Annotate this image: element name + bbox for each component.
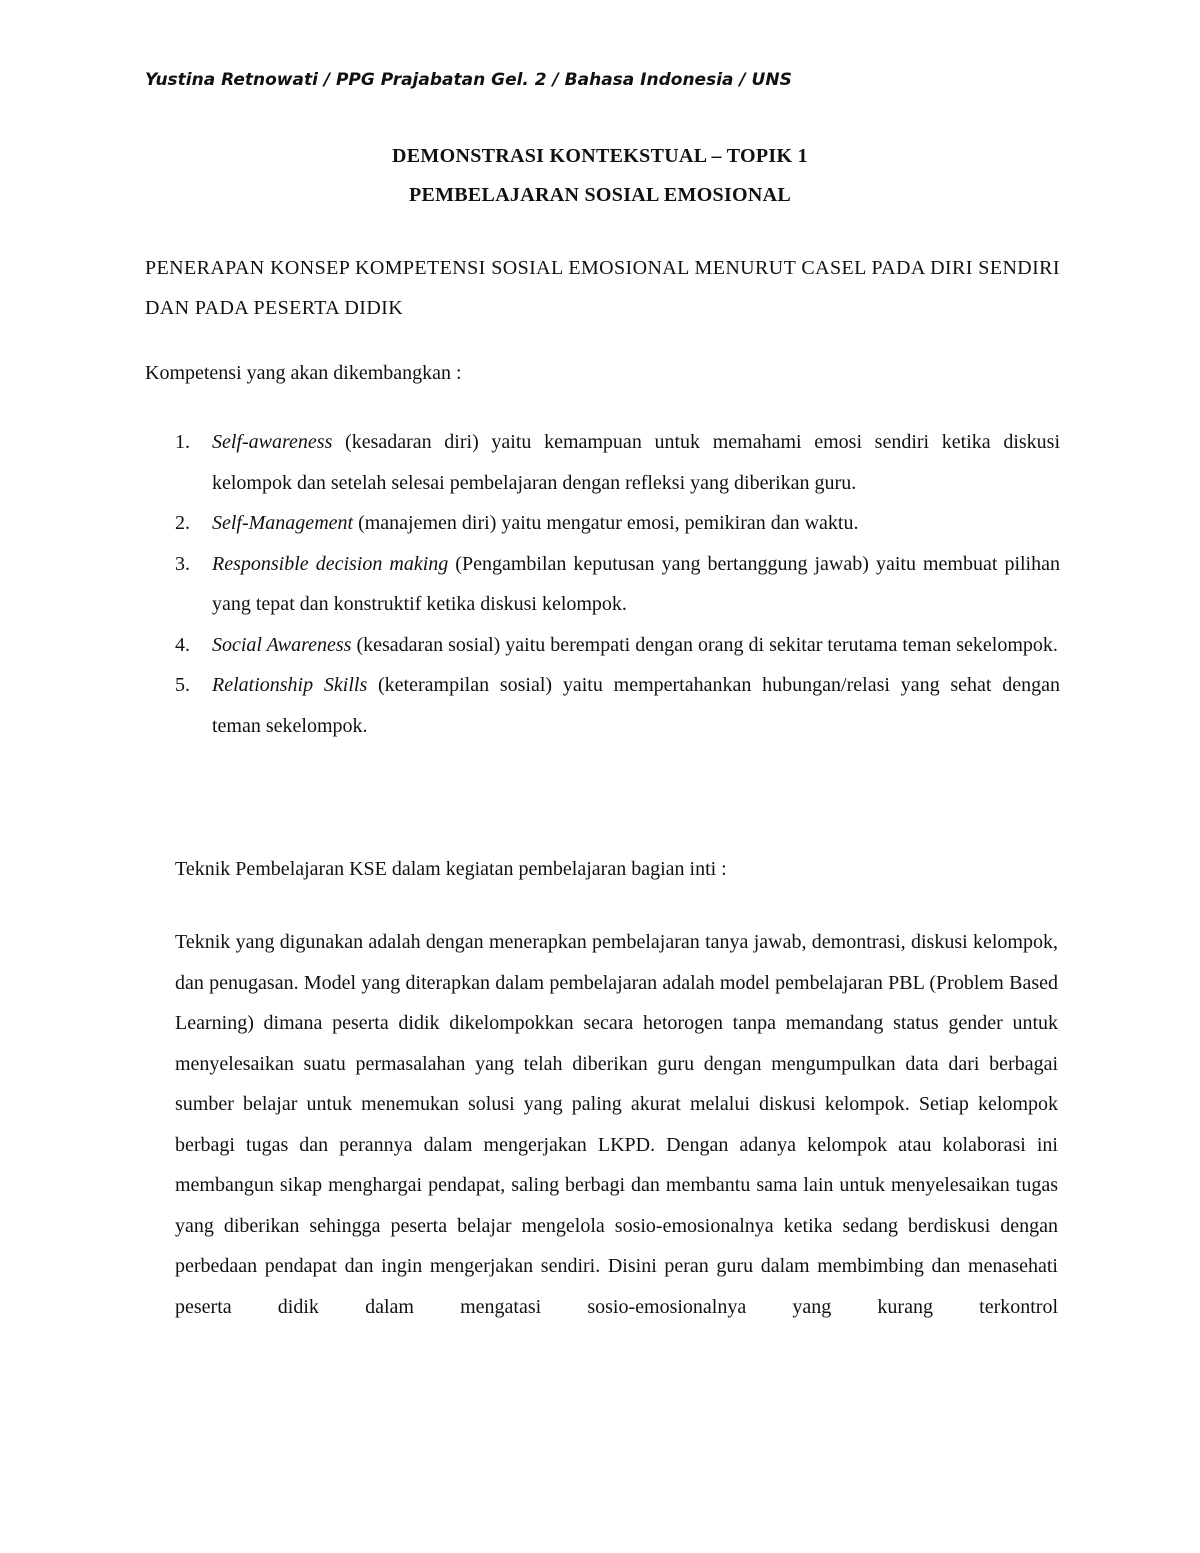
list-item — [145, 665, 1060, 746]
document-title: DEMONSTRASI KONTEKSTUAL – TOPIK 1 — [392, 145, 808, 167]
list-number: 1. — [175, 431, 190, 453]
list-number: 2. — [175, 512, 190, 534]
competency-term: Self-awareness — [212, 431, 333, 453]
competency-term: Responsible decision making — [212, 552, 449, 575]
competency-description: (manajemen diri) yaitu mengatur emosi, pemikiran dan waktu. — [353, 512, 859, 534]
competency-description: (Pengambilan keputusan yang bertanggung jawab) yaitu membuat pilihan yang tepat dan konstruktif ketika diskusi kelompok. — [212, 552, 1060, 615]
list-number: 4. — [175, 633, 190, 656]
competency-description: (keterampilan sosial) yaitu mempertahankan hubungan/relasi yang sehat dengan teman sekelompok. — [212, 674, 1060, 737]
competency-description: (kesadaran diri) yaitu kemampuan untuk memahami emosi sendiri ketika diskusi kelompok dan setelah selesai pembelajaran dengan refleksi yang diberikan guru. — [212, 431, 1060, 494]
competency-intro: Kompetensi yang akan dikembangkan : — [145, 362, 462, 384]
competency-description: (kesadaran sosial) yaitu berempati dengan orang di sekitar terutama teman sekelompok. — [351, 633, 1058, 656]
list-number: 5. — [175, 674, 190, 696]
competency-term: Self-Management — [212, 512, 354, 534]
list-item — [145, 503, 1060, 544]
list-number: 3. — [175, 552, 190, 575]
competency-term: Social Awareness — [212, 633, 352, 656]
technique-heading: Teknik Pembelajaran KSE dalam kegiatan pembelajaran bagian inti : — [175, 858, 727, 880]
document-subtitle: PEMBELAJARAN SOSIAL EMOSIONAL — [408, 184, 792, 206]
section-heading: PENERAPAN KONSEP KOMPETENSI SOSIAL EMOSIONAL MENURUT CASEL PADA DIRI SENDIRI DAN PADA PESERTA DIDIK — [145, 257, 1060, 319]
running-header: Yustina Retnowati / PPG Prajabatan Gel. 2 / Bahasa Indonesia / UNS — [145, 70, 792, 90]
competency-term: Relationship Skills — [212, 674, 368, 696]
list-item — [145, 544, 1060, 625]
list-item — [145, 422, 1060, 503]
list-item — [145, 625, 1060, 666]
technique-paragraph: Teknik yang digunakan adalah dengan menerapkan pembelajaran tanya jawab, demontrasi, diskusi kelompok, dan penugasan. Model yang diterapkan dalam pembelajaran adalah model pembelajaran PBL (Problem Based Learning) dimana peserta didik dikelompokkan secara hetorogen tanpa memandang status gender untuk menyelesaikan suatu permasalahan yang telah diberikan guru dengan mengumpulkan data dari berbagai sumber belajar untuk menemukan solusi yang paling akurat melalui diskusi kelompok. Setiap kelompok berbagi tugas dan perannya dalam mengerjakan LKPD. Dengan adanya kelompok atau kolaborasi ini membangun sikap menghargai pendapat, saling berbagi dan membantu sama lain untuk menyelesaikan tugas yang diberikan sehingga peserta belajar mengelola sosio-emosionalnya ketika sedang berdiskusi dengan perbedaan pendapat dan ingin mengerjakan sendiri. Disini peran guru dalam membimbing dan menasehati peserta didik dalam mengatasi sosio-emosionalnya yang kurang terkontrol — [175, 931, 1058, 1318]
competency-list — [145, 422, 1060, 746]
